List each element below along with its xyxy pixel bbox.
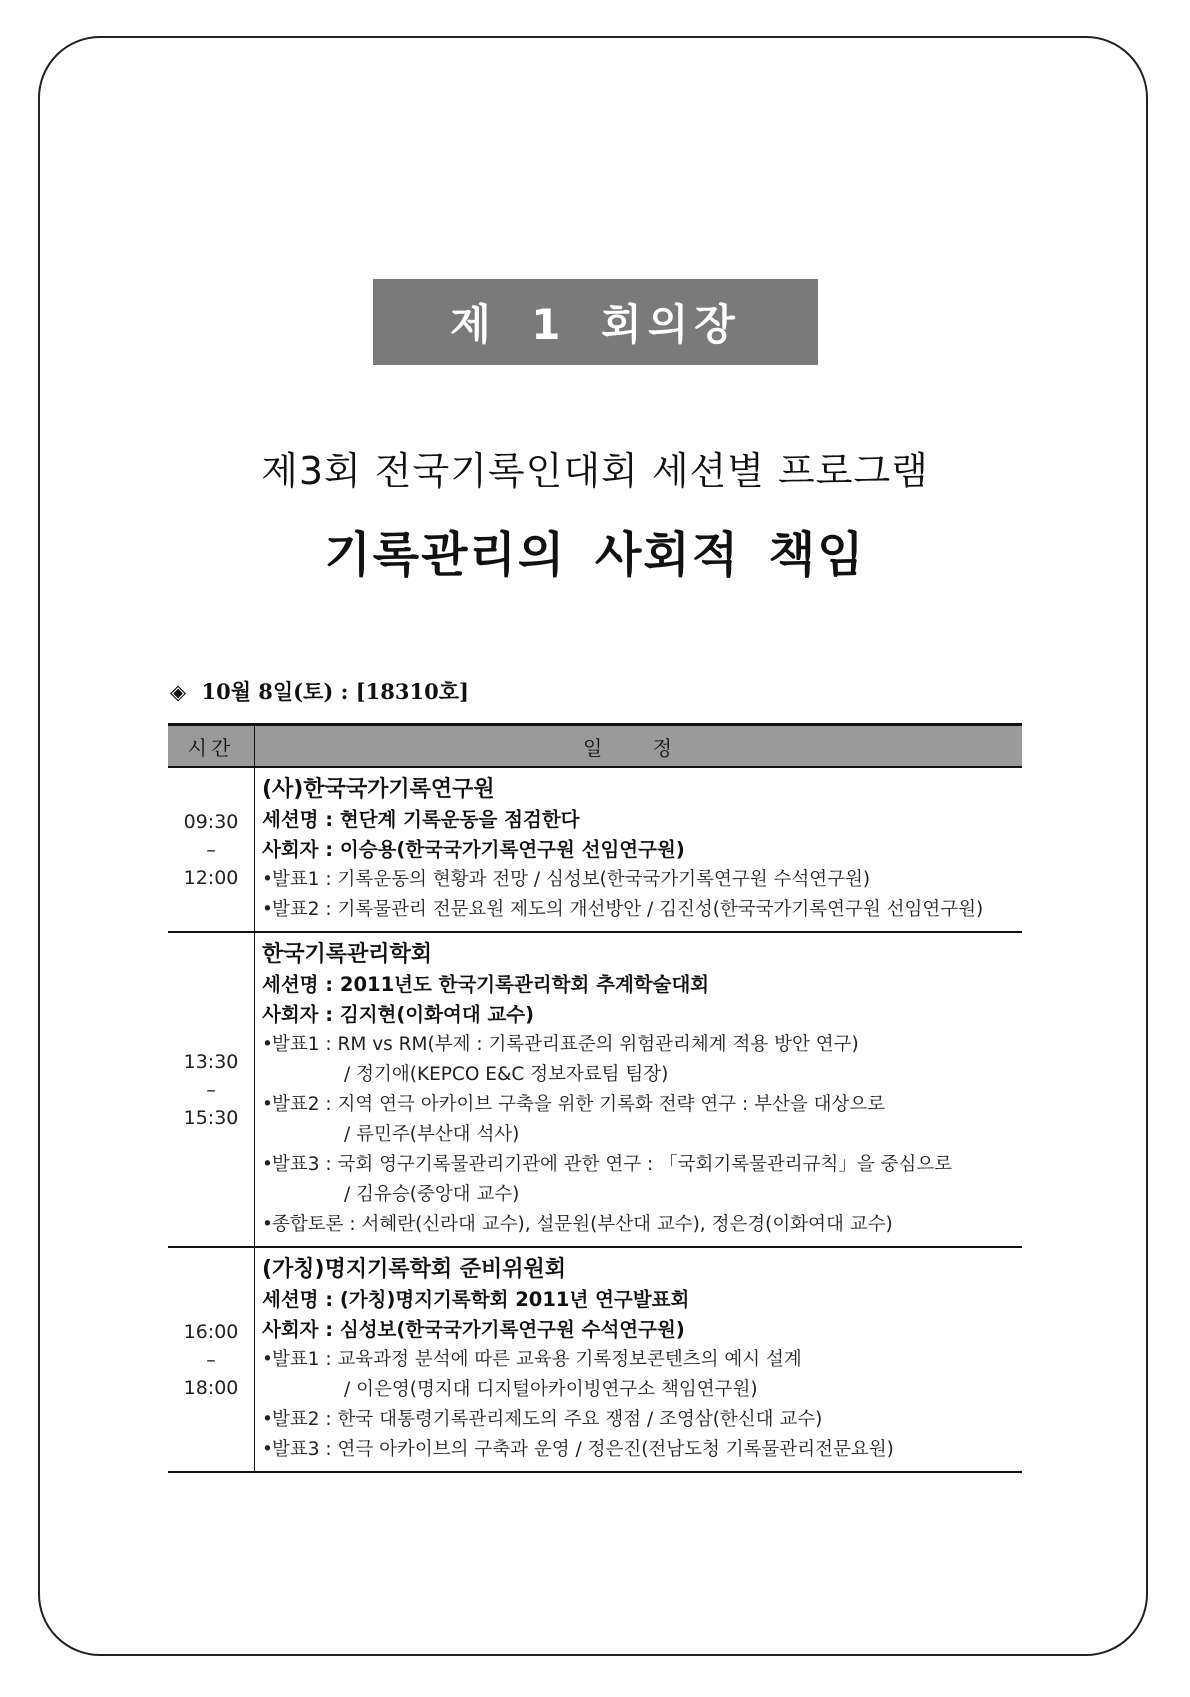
- session-org: 한국기록관리학회: [262, 942, 433, 967]
- session-name: 세션명 : 2011년도 한국기록관리학회 추계학술대회: [262, 973, 710, 996]
- time-end: 12:00: [183, 866, 239, 889]
- time-end: 18:00: [183, 1376, 239, 1399]
- session-moderator: 사회자 : 이승용(한국국가기록연구원 선임연구원): [262, 838, 685, 861]
- table-row: [168, 932, 1022, 1247]
- session-org: (사)한국국가기록연구원: [262, 777, 495, 802]
- table-row: [168, 1247, 1022, 1472]
- header-schedule: 일 정: [255, 725, 1023, 768]
- session-time: [168, 1247, 255, 1472]
- time-separator: –: [206, 838, 216, 861]
- list-item: •발표2 : 지역 연극 아카이브 구축을 위한 기록화 전략 연구 : 부산을 대상으로: [262, 1094, 886, 1115]
- time-separator: –: [206, 1348, 216, 1371]
- session-name: 세션명 : (가칭)명지기록학회 2011년 연구발표회: [262, 1288, 690, 1311]
- list-item: •발표2 : 한국 대통령기록관리제도의 주요 쟁점 / 조영삼(한신대 교수): [262, 1409, 823, 1430]
- session-moderator: 사회자 : 김지현(이화여대 교수): [262, 1003, 535, 1026]
- schedule-table: [168, 723, 1022, 1473]
- time-start: 13:30: [183, 1050, 239, 1073]
- list-item: •발표2 : 기록물관리 전문요원 제도의 개선방안 / 김진성(한국국가기록연구원 선임연구원): [262, 899, 984, 920]
- date-line: [170, 676, 469, 706]
- session-org: (가칭)명지기록학회 준비위원회: [262, 1257, 567, 1282]
- list-item-continuation: / 김유승(중앙대 교수): [344, 1184, 520, 1205]
- header-time: 시간: [168, 725, 255, 768]
- list-item: •발표3 : 국회 영구기록물관리기관에 관한 연구 : 「국회기록물관리규칙」을 중심으로: [262, 1154, 953, 1175]
- table-row: [168, 767, 1022, 932]
- program-title: 제3회 전국기록인대회 세션별 프로그램: [261, 449, 929, 493]
- session-name: 세션명 : 현단계 기록운동을 점검한다: [262, 808, 580, 831]
- list-item-continuation: / 정기애(KEPCO E&C 정보자료팀 팀장): [344, 1064, 669, 1085]
- list-item-continuation: / 류민주(부산대 석사): [344, 1124, 520, 1145]
- time-end: 15:30: [183, 1106, 239, 1129]
- time-start: 16:00: [183, 1320, 239, 1343]
- program-theme: 기록관리의 사회적 책임: [324, 527, 866, 583]
- list-item: •발표3 : 연극 아카이브의 구축과 운영 / 정은진(전남도청 기록물관리전문요원): [262, 1439, 894, 1460]
- list-item: •발표1 : 기록운동의 현황과 전망 / 심성보(한국국가기록연구원 수석연구원): [262, 869, 871, 890]
- session-content: [255, 767, 1023, 932]
- session-content: [255, 1247, 1023, 1472]
- time-separator: –: [206, 1078, 216, 1101]
- session-moderator: 사회자 : 심성보(한국국가기록연구원 수석연구원): [262, 1318, 685, 1341]
- session-time: [168, 767, 255, 932]
- list-item: •발표1 : 교육과정 분석에 따른 교육용 기록정보콘텐츠의 예시 설계: [262, 1349, 802, 1370]
- diamond-icon: ◈: [170, 680, 187, 704]
- session-content: [255, 932, 1023, 1247]
- list-item: •종합토론 : 서혜란(신라대 교수), 설문원(부산대 교수), 정은경(이화여대 교수): [262, 1214, 893, 1235]
- table-header-row: [168, 725, 1022, 768]
- venue-banner: 제 1 회의장: [373, 279, 818, 365]
- date-room-text: 10월 8일(토) : [18310호]: [201, 679, 469, 704]
- session-time: [168, 932, 255, 1247]
- list-item-continuation: / 이은영(명지대 디지털아카이빙연구소 책임연구원): [344, 1379, 758, 1400]
- time-start: 09:30: [183, 810, 239, 833]
- list-item: •발표1 : RM vs RM(부제 : 기록관리표준의 위험관리체계 적용 방안 연구): [262, 1034, 859, 1055]
